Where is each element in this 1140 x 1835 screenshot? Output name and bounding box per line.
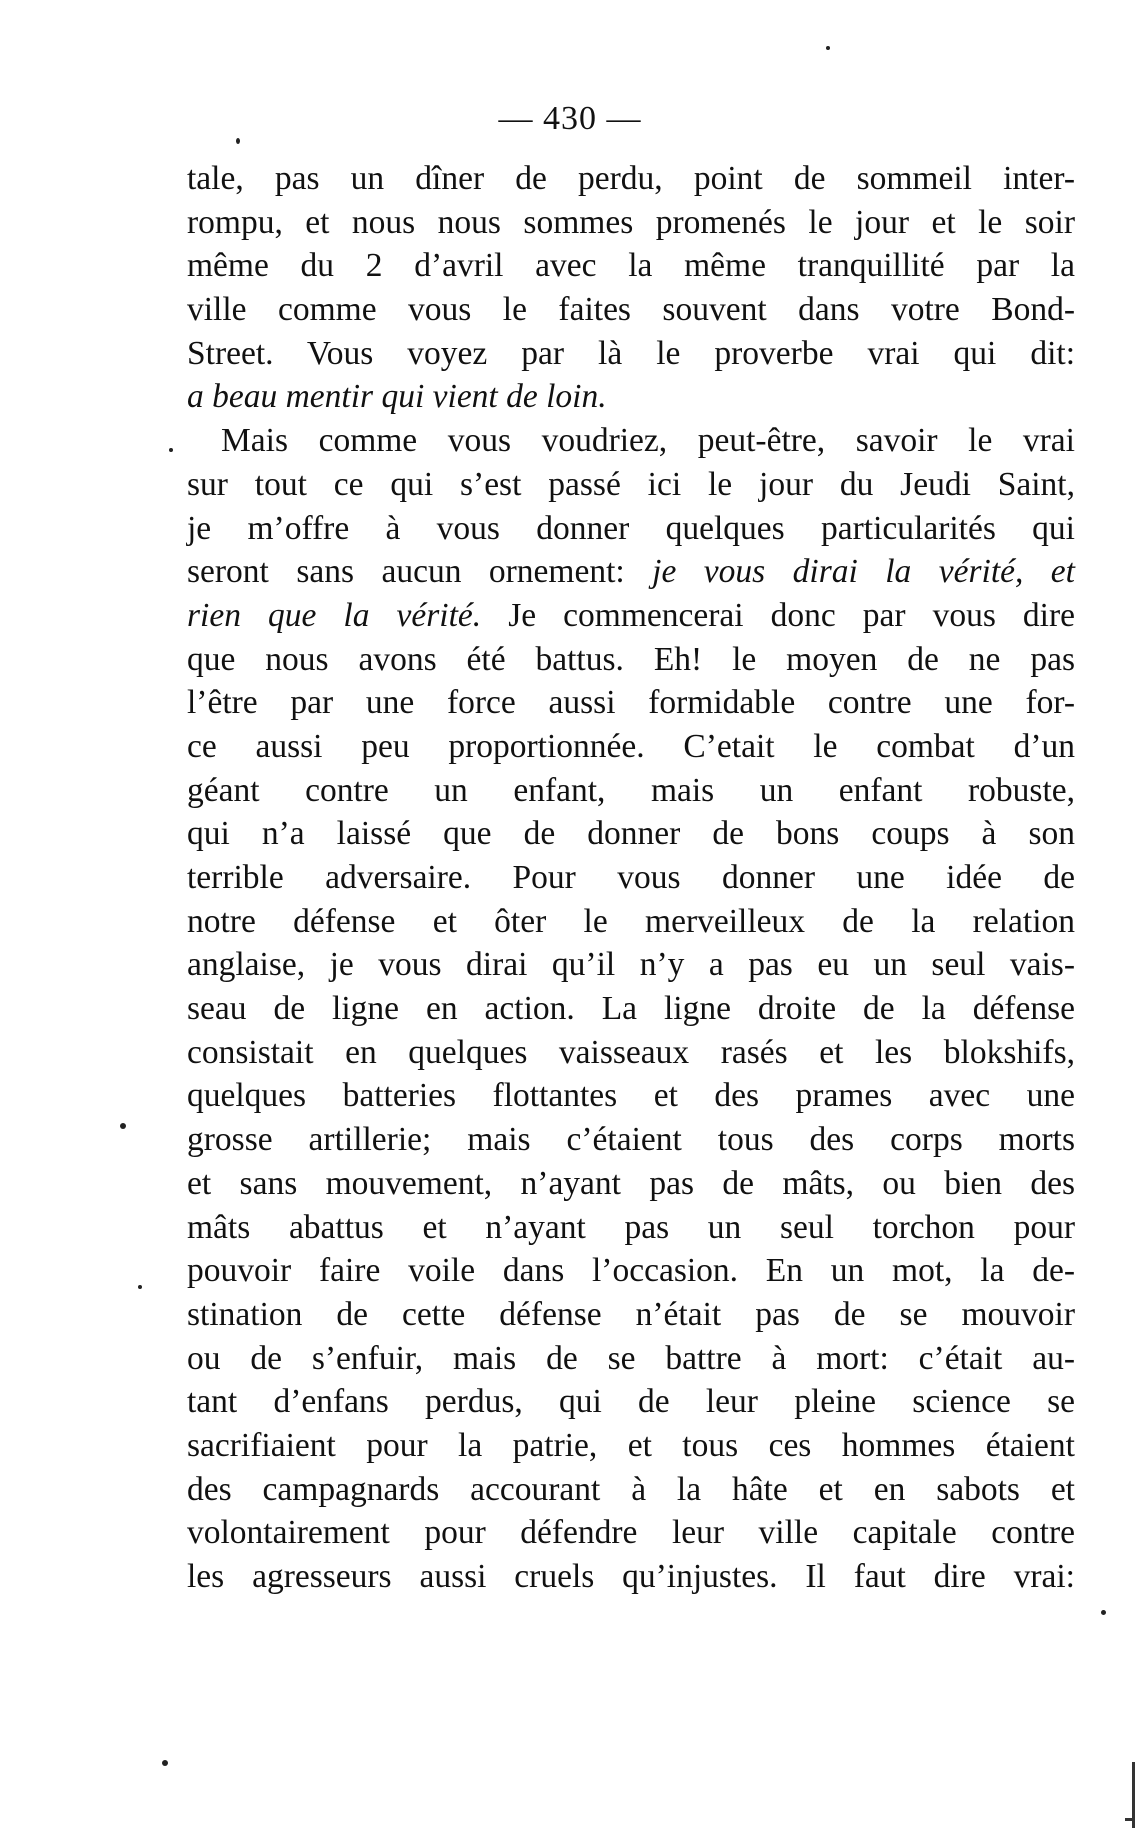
scan-speck [236,138,240,144]
text-line: que nous avons été battus. Eh! le moyen de ne pas [187,640,1075,678]
text-line: consistait en quelques vaisseaux rasés et les blokshifs, [187,1033,1075,1071]
text-line-paragraph-start: Mais comme vous voudriez, peut-être, savoir le vrai [221,422,1075,460]
italic-quote: je vous dirai la vérité, et [652,553,1075,591]
text-line: quelques batteries flottantes et des prames avec une [187,1077,1075,1115]
text-line: volontairement pour défendre leur ville capitale contre [187,1514,1075,1552]
text-line: mâts abattus et n’ayant pas un seul torchon pour [187,1208,1075,1246]
scan-speck [162,1760,168,1766]
text-line-proverb [187,375,1075,419]
page-number: — 430 — [498,100,642,137]
text-line: pouvoir faire voile dans l’occasion. En un mot, la de- [187,1252,1075,1290]
text-line: rompu, et nous nous sommes promenés le jour et le soir [187,203,1075,241]
scan-speck [169,448,173,452]
text-line: et sans mouvement, n’ayant pas de mâts, ou bien des [187,1164,1075,1202]
scan-edge-mark [1125,1818,1135,1821]
text-line: des campagnards accourant à la hâte et en sabots et [187,1470,1075,1508]
text-line: qui n’a laissé que de donner de bons coups à son [187,815,1075,853]
text-line: géant contre un enfant, mais un enfant robuste, [187,771,1075,809]
text-line: notre défense et ôter le merveilleux de la relation [187,902,1075,940]
text-line: Street. Vous voyez par là le proverbe vrai qui dit: [187,334,1075,372]
italic-proverb: a beau mentir qui vient de loin. [187,378,607,416]
text-line: ou de s’enfuir, mais de se battre à mort: c’était au- [187,1339,1075,1377]
text-line: anglaise, je vous dirai qu’il n’y a pas eu un seul vais- [187,946,1075,984]
text-line: l’être par une force aussi formidable contre une for- [187,684,1075,722]
text-line: tant d’enfans perdus, qui de leur pleine science se [187,1383,1075,1421]
text-line: je m’offre à vous donner quelques particularités qui [187,509,1075,547]
body-text [187,157,1075,1599]
text-line: rien que la vérité. Je commencerai donc par vous dire [187,596,1075,634]
text-line: stination de cette défense n’était pas de se mouvoir [187,1295,1075,1333]
text-line: seront sans aucun ornement: je vous dirai la vérité, et [187,553,1075,591]
text-line: seau de ligne en action. La ligne droite de la défense [187,990,1075,1028]
italic-quote: rien que la vérité. [187,596,482,634]
text-line: terrible adversaire. Pour vous donner une idée de [187,859,1075,896]
text-line: grosse artillerie; mais c’étaient tous des corps morts [187,1121,1075,1159]
scan-speck [138,1285,142,1289]
text-line: tale, pas un dîner de perdu, point de sommeil inter- [187,160,1075,197]
scan-speck [1101,1610,1106,1615]
text-line: même du 2 d’avril avec la même tranquillité par la [187,247,1075,285]
scan-speck [826,46,830,50]
text-line: sur tout ce qui s’est passé ici le jour du Jeudi Saint, [187,465,1075,503]
text-line: les agresseurs aussi cruels qu’injustes. Il faut dire vrai: [187,1558,1075,1595]
text-line: ville comme vous le faites souvent dans votre Bond- [187,291,1075,329]
text-line: ce aussi peu proportionnée. C’etait le combat d’un [187,727,1075,765]
text-line: sacrifiaient pour la patrie, et tous ces hommes étaient [187,1426,1075,1464]
scan-speck [120,1123,126,1129]
